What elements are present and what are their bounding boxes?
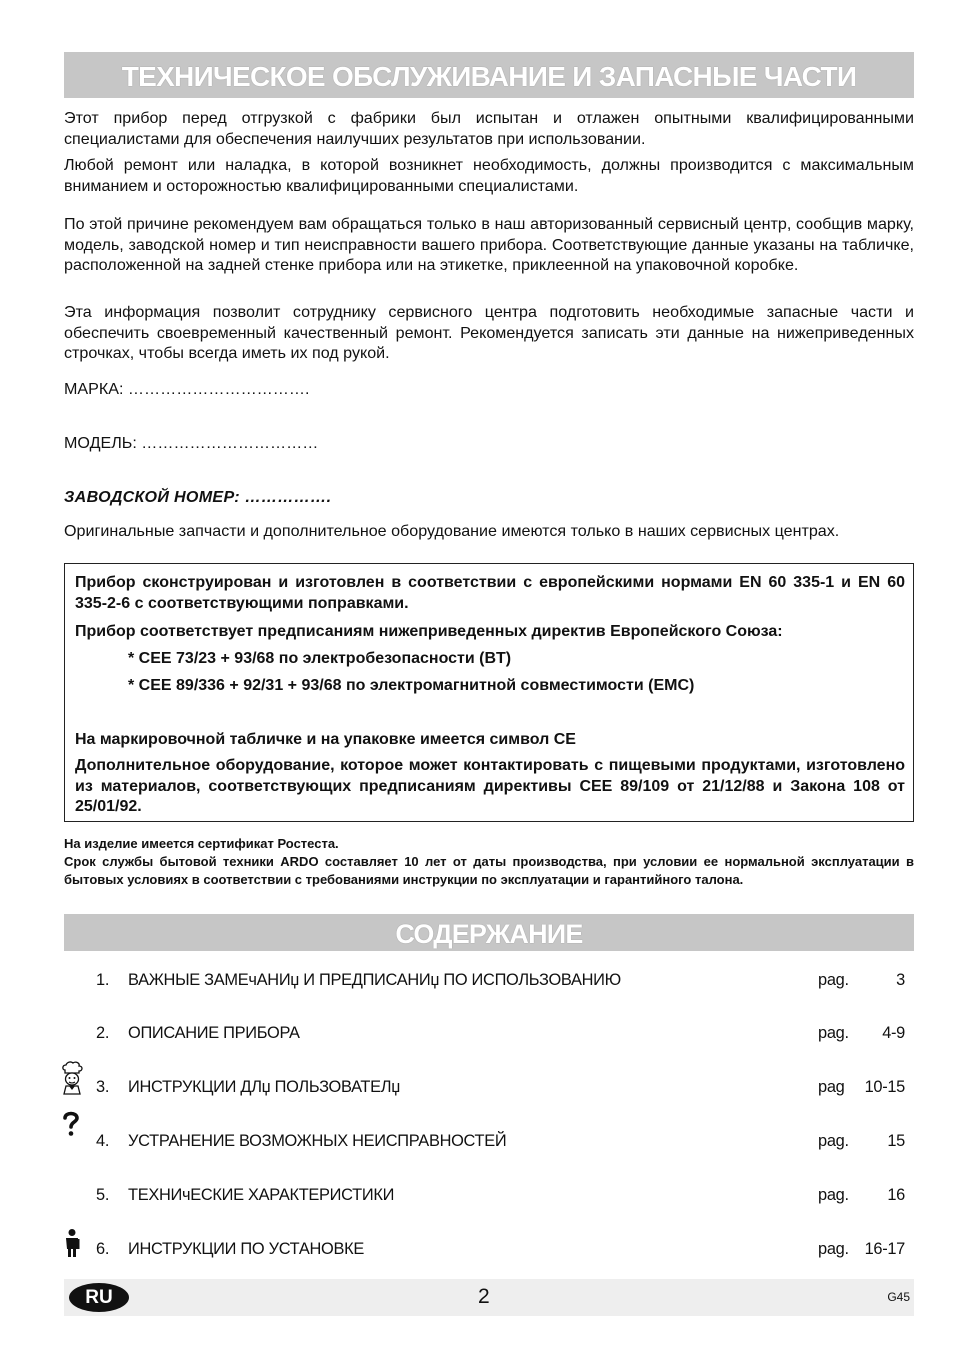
intro-paragraph-1: Этот прибор перед отгрузкой с фабрики был испытан и отлажен опытными квалифицированными специалистами для обеспечения наилучших результатов при использовании. [64, 109, 914, 148]
directive-bullet-bt: * CEE 73/23 + 93/68 по электробезопасности (BT) [128, 650, 512, 667]
certificate-note: На изделие имеется сертификат Ростеста. [64, 836, 339, 851]
compliance-standards: Прибор сконструирован и изготовлен в соответствии с европейскими нормами EN 60 335-1 и EN 60 335-2-6 с соответствующими поправками. [75, 574, 905, 612]
compliance-directives-intro: Прибор соответствует предписаниям нижеприведенных директив Европейского Союза: [75, 623, 783, 640]
toc-item-number: 2. [96, 1024, 110, 1042]
toc-item-title: ОПИСАНИЕ ПРИБОРА [128, 1024, 300, 1042]
toc-item[interactable] [64, 969, 914, 991]
toc-item-pages: 4-9 [882, 1024, 905, 1042]
ce-marking-note: На маркировочной табличке и на упаковке имеется символ CE [75, 731, 576, 748]
toc-item-pag: pag [818, 1078, 845, 1096]
intro-paragraph-2: Любой ремонт или наладка, в которой возникнет необходимость, должны производится с максимальным вниманием и осторожностью квалифицированными специалистами. [64, 156, 914, 195]
language-badge: RU [69, 1283, 129, 1312]
toc-item-pages: 16 [887, 1186, 905, 1204]
page-number: 2 [478, 1285, 490, 1308]
toc-item-pag: pag. [818, 971, 849, 989]
toc-item[interactable] [64, 1130, 914, 1152]
toc-item-pages: 16-17 [864, 1240, 905, 1258]
toc-item-title: ИНСТРУКЦИИ ДЛџ ПОЛЬЗОВАТЕЛџ [128, 1078, 400, 1096]
toc-item[interactable] [64, 1238, 914, 1260]
toc-item-pages: 15 [887, 1132, 905, 1150]
toc-item-title: ВАЖНЫЕ ЗАМЕчАНИџ И ПРЕДПИСАНИџ ПО ИСПОЛЬЗОВАНИЮ [128, 971, 621, 989]
page-title: ТЕХНИЧЕСКОЕ ОБСЛУЖИВАНИЕ И ЗАПАСНЫЕ ЧАСТИ [64, 52, 914, 98]
toc-item-pages: 3 [896, 971, 905, 989]
toc-item[interactable] [64, 1184, 914, 1206]
chef-icon [60, 1061, 84, 1100]
directive-bullet-emc: * CEE 89/336 + 92/31 + 93/68 по электромагнитной совместимости (EMC) [128, 677, 695, 694]
toc-item[interactable] [64, 1076, 914, 1098]
technician-icon [62, 1228, 82, 1263]
toc-item-number: 6. [96, 1240, 110, 1258]
toc-item-number: 3. [96, 1078, 110, 1096]
toc-item-number: 5. [96, 1186, 110, 1204]
toc-item-pag: pag. [818, 1240, 849, 1258]
parts-note: Оригинальные запчасти и дополнительное оборудование имеются только в наших сервисных центрах. [64, 522, 840, 540]
intro-paragraph-4: Эта информация позволит сотруднику сервисного центра подготовить необходимые запасные части и обеспечить своевременный качественный ремонт. Рекомендуется записать эти данные на нижеприведенных строчках, чтобы всегда иметь их под рукой. [64, 303, 914, 362]
contents-title: СОДЕРЖАНИЕ [64, 914, 914, 951]
page-footer [64, 1279, 914, 1316]
toc-item-number: 4. [96, 1132, 110, 1150]
toc-item-title: ИНСТРУКЦИИ ПО УСТАНОВКЕ [128, 1240, 364, 1258]
toc-item-pag: pag. [818, 1024, 849, 1042]
toc-item[interactable] [64, 1022, 914, 1044]
intro-paragraph-3: По этой причине рекомендуем вам обращаться только в наш авторизованный сервисный центр, сообщив марку, модель, заводской номер и тип неисправности вашего прибора. Соответствующие данные указаны на табличке, расположенной на задней стенке прибора или на этикетке, приклеенной на упаковочной коробке. [64, 215, 914, 274]
service-life-note: Срок службы бытовой техники ARDO составляет 10 лет от даты производства, при условии ее нормальной эксплуатации в бытовых условиях в соответствии с требованиями инструкции по эксплуатации и гарантийного талона. [64, 854, 914, 887]
compliance-box [64, 563, 914, 822]
brand-field: МАРКА: ……………………………. [64, 380, 310, 398]
toc-item-pages: 10-15 [864, 1078, 905, 1096]
document-code: G45 [887, 1290, 910, 1304]
serial-number-field: ЗАВОДСКОЙ НОМЕР: ……………. [64, 488, 332, 506]
question-mark-icon [62, 1110, 80, 1143]
toc-item-title: УСТРАНЕНИЕ ВОЗМОЖНЫХ НЕИСПРАВНОСТЕЙ [128, 1132, 507, 1150]
toc-item-number: 1. [96, 971, 110, 989]
toc-item-pag: pag. [818, 1132, 849, 1150]
toc-item-pag: pag. [818, 1186, 849, 1204]
model-field: МОДЕЛЬ: …………………………… [64, 434, 319, 452]
toc-item-title: ТЕХНИчЕСКИЕ ХАРАКТЕРИСТИКИ [128, 1186, 395, 1204]
food-contact-note: Дополнительное оборудование, которое может контактировать с пищевыми продуктами, изготовлено из материалов, соответствующих предписаниям директивы CEE 89/109 от 21/12/88 и Закона 108 от 25/01/92. [75, 757, 905, 815]
